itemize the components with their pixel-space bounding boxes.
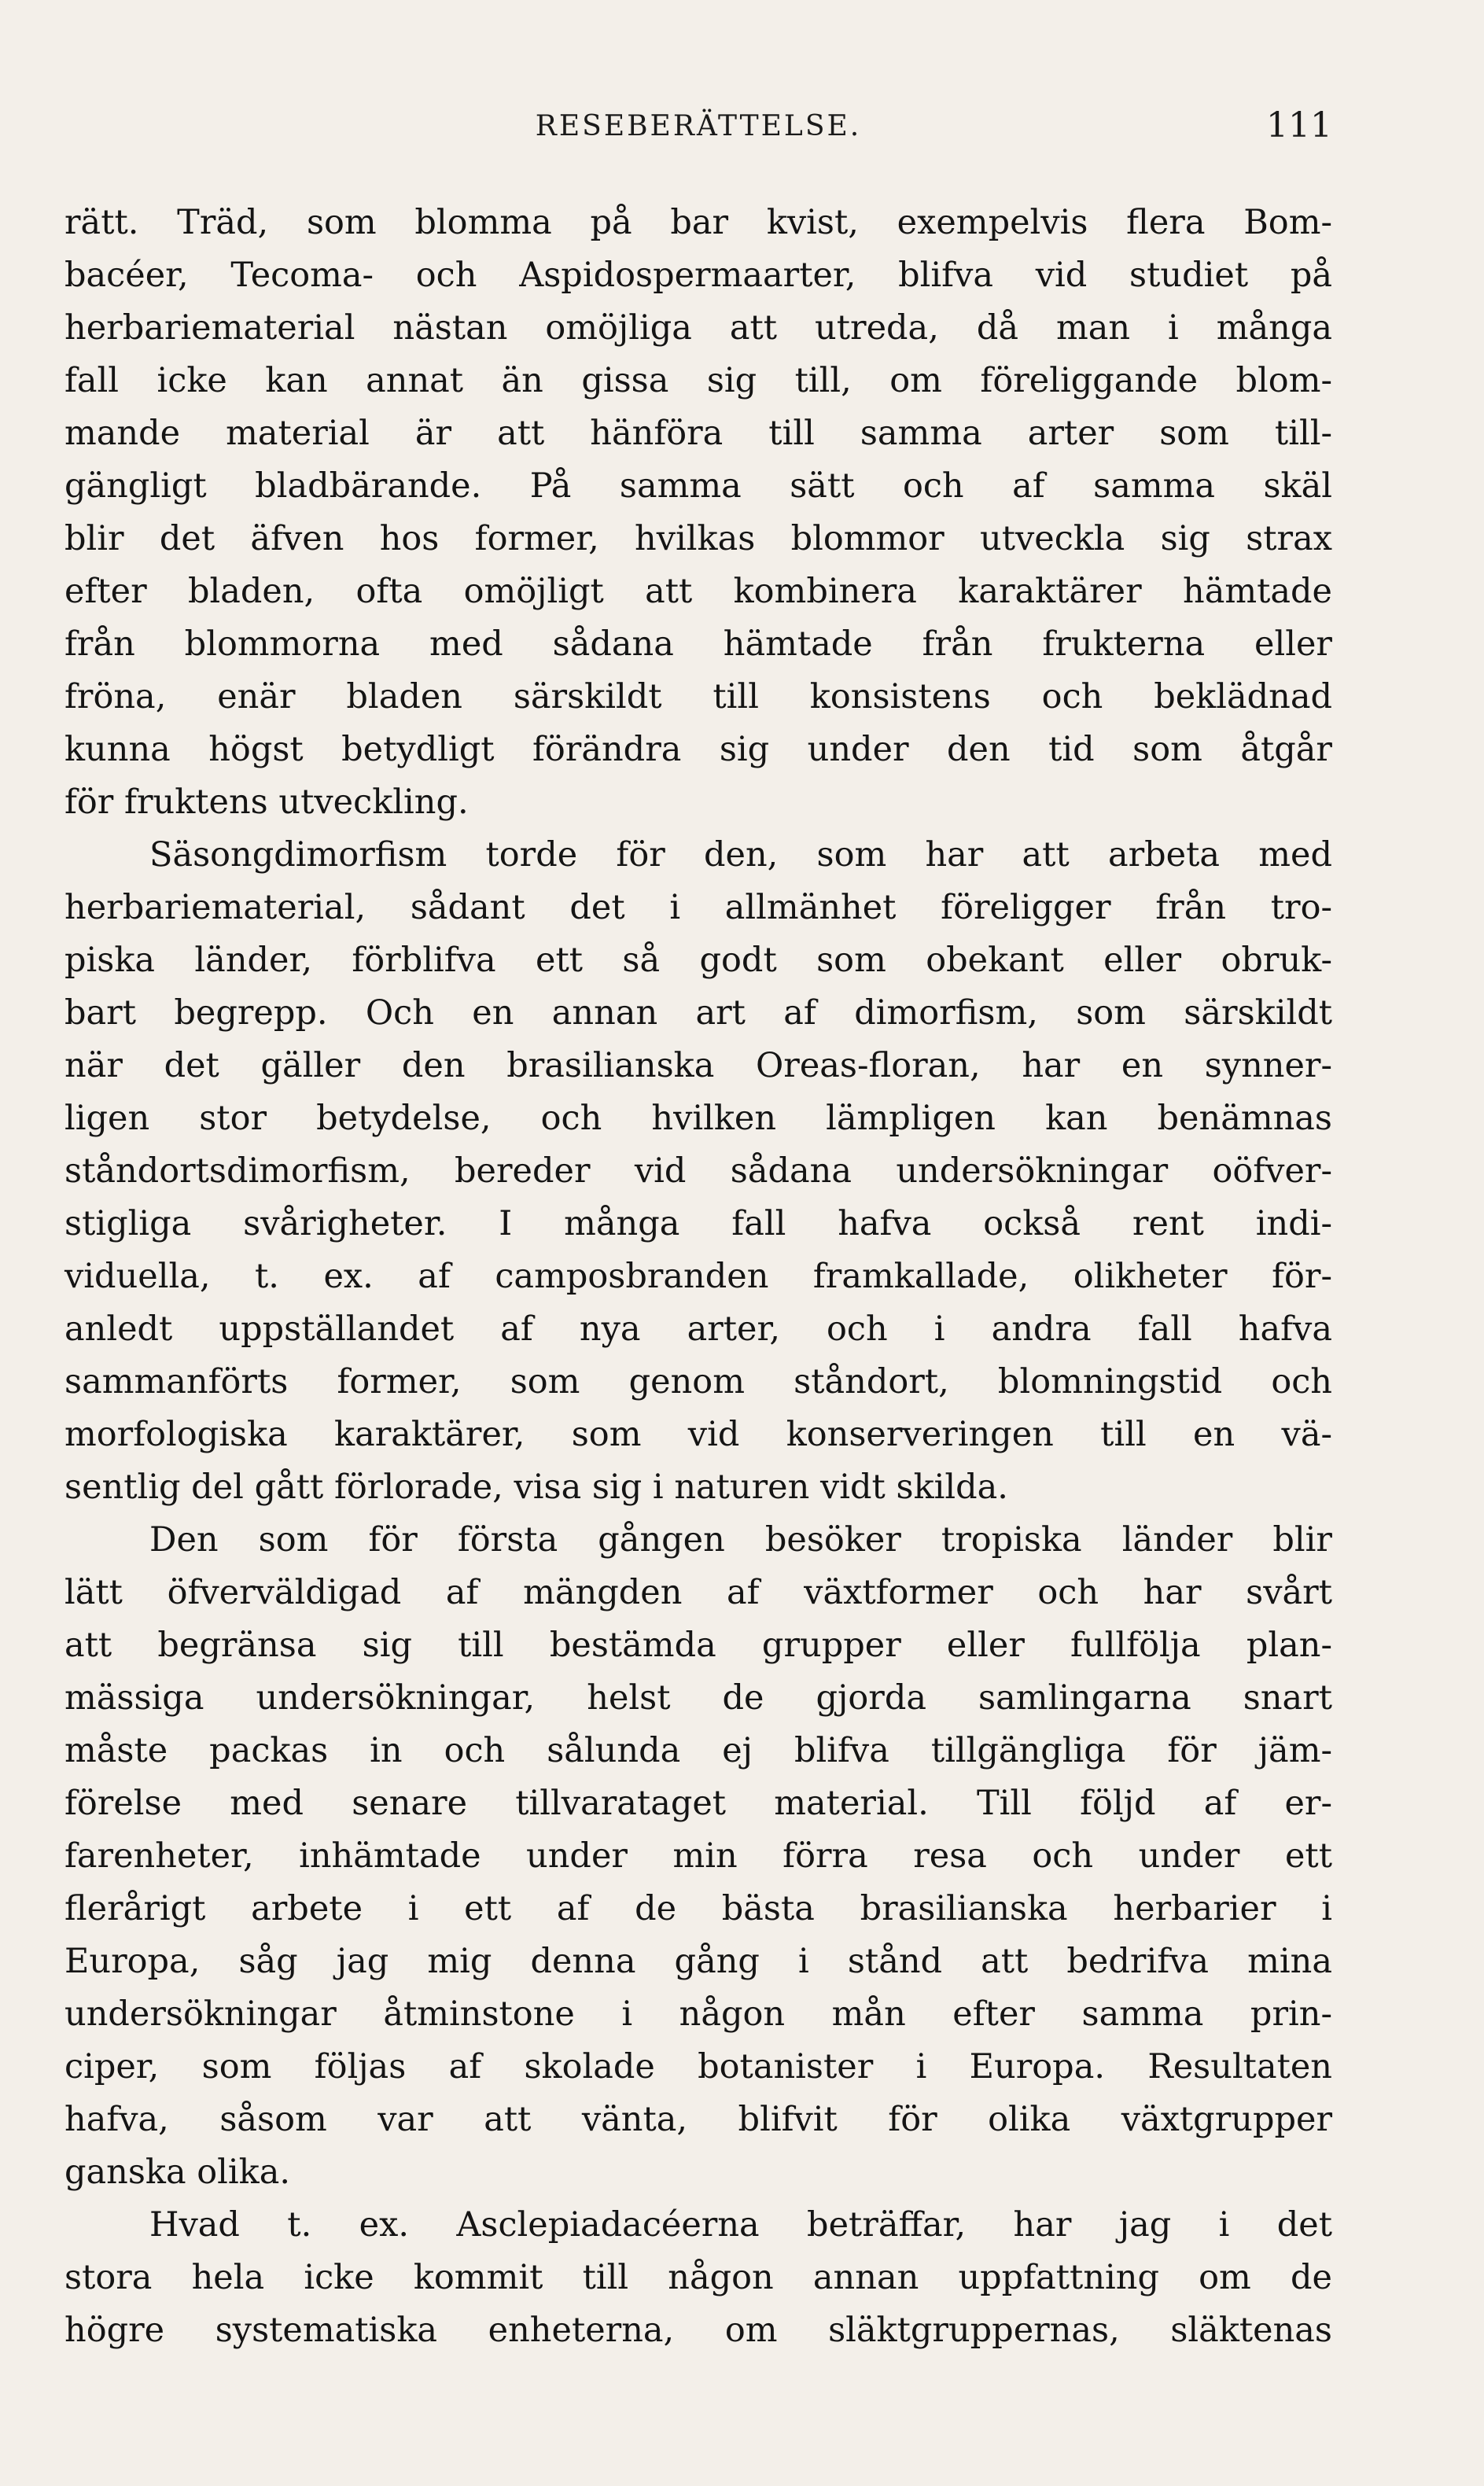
text-line: herbariematerial nästan omöjliga att utreda, då man i många bbox=[64, 308, 1332, 348]
text-line: blir det äfven hos former, hvilkas blommor utveckla sig strax bbox=[64, 519, 1332, 558]
text-line: piska länder, förblifva ett så godt som obekant eller obruk- bbox=[64, 941, 1332, 980]
text-line: ciper, som följas af skolade botanister i Europa. Resultaten bbox=[64, 2047, 1332, 2086]
text-line: stigliga svårigheter. I många fall hafva också rent indi- bbox=[64, 1204, 1332, 1243]
text-line: farenheter, inhämtade under min förra resa och under ett bbox=[64, 1836, 1332, 1876]
body-text bbox=[64, 197, 1332, 2357]
text-line: Hvad t. ex. Asclepiadacéerna beträffar, har jag i det bbox=[149, 2205, 1332, 2245]
text-line: efter bladen, ofta omöjligt att kombinera karaktärer hämtade bbox=[64, 572, 1332, 611]
text-line: förelse med senare tillvarataget material. Till följd af er- bbox=[64, 1784, 1332, 1823]
text-line: Europa, såg jag mig denna gång i stånd att bedrifva mina bbox=[64, 1942, 1332, 1981]
text-line: mässiga undersökningar, helst de gjorda samlingarna snart bbox=[64, 1678, 1332, 1718]
text-line: sammanförts former, som genom ståndort, blomningstid och bbox=[64, 1362, 1332, 1401]
text-line: för fruktens utveckling. bbox=[64, 783, 469, 822]
text-line: herbariematerial, sådant det i allmänhet föreligger från tro- bbox=[64, 888, 1332, 927]
text-line: fröna, enär bladen särskildt till konsistens och beklädnad bbox=[64, 677, 1332, 716]
text-line: ganska olika. bbox=[64, 2153, 291, 2192]
text-line: fall icke kan annat än gissa sig till, om föreliggande blom- bbox=[64, 361, 1332, 400]
text-line: sentlig del gått förlorade, visa sig i naturen vidt skilda. bbox=[64, 1468, 1008, 1507]
text-line: flerårigt arbete i ett af de bästa brasilianska herbarier i bbox=[64, 1889, 1332, 1928]
text-line: morfologiska karaktärer, som vid konserveringen till en vä- bbox=[64, 1415, 1332, 1454]
text-line: ligen stor betydelse, och hvilken lämpligen kan benämnas bbox=[64, 1099, 1332, 1138]
running-head: RESEBERÄTTELSE. bbox=[535, 110, 862, 142]
text-line: bacéer, Tecoma- och Aspidospermaarter, blifva vid studiet på bbox=[64, 256, 1332, 295]
text-line: viduella, t. ex. af camposbranden framkallade, olikheter för- bbox=[64, 1257, 1332, 1296]
text-line: måste packas in och sålunda ej blifva tillgängliga för jäm- bbox=[64, 1731, 1332, 1770]
text-line: från blommorna med sådana hämtade från frukterna eller bbox=[64, 624, 1332, 664]
text-line: kunna högst betydligt förändra sig under den tid som åtgår bbox=[64, 730, 1332, 769]
text-line: stora hela icke kommit till någon annan uppfattning om de bbox=[64, 2258, 1332, 2297]
text-line: bart begrepp. Och en annan art af dimorfism, som särskildt bbox=[64, 993, 1332, 1033]
text-line: lätt öfverväldigad af mängden af växtformer och har svårt bbox=[64, 1573, 1332, 1612]
text-line: rätt. Träd, som blomma på bar kvist, exempelvis flera Bom- bbox=[64, 203, 1332, 242]
text-line: högre systematiska enheterna, om släktgruppernas, släktenas bbox=[64, 2311, 1332, 2350]
text-line: hafva, såsom var att vänta, blifvit för olika växtgrupper bbox=[64, 2100, 1332, 2139]
page-header bbox=[64, 105, 1332, 157]
text-line: när det gäller den brasilianska Oreas-floran, har en synner- bbox=[64, 1046, 1332, 1085]
text-line: att begränsa sig till bestämda grupper eller fullfölja plan- bbox=[64, 1626, 1332, 1665]
text-line: Den som för första gången besöker tropiska länder blir bbox=[149, 1520, 1332, 1560]
text-line: anledt uppställandet af nya arter, och i andra fall hafva bbox=[64, 1309, 1332, 1349]
text-line: gängligt bladbärande. På samma sätt och af samma skäl bbox=[64, 466, 1332, 506]
text-line: mande material är att hänföra till samma arter som till- bbox=[64, 414, 1332, 453]
text-line: Säsongdimorfism torde för den, som har att arbeta med bbox=[149, 835, 1332, 875]
page-number: 111 bbox=[1266, 105, 1332, 145]
text-line: undersökningar åtminstone i någon mån efter samma prin- bbox=[64, 1994, 1332, 2034]
text-line: ståndortsdimorfism, bereder vid sådana undersökningar oöfver- bbox=[64, 1151, 1332, 1191]
